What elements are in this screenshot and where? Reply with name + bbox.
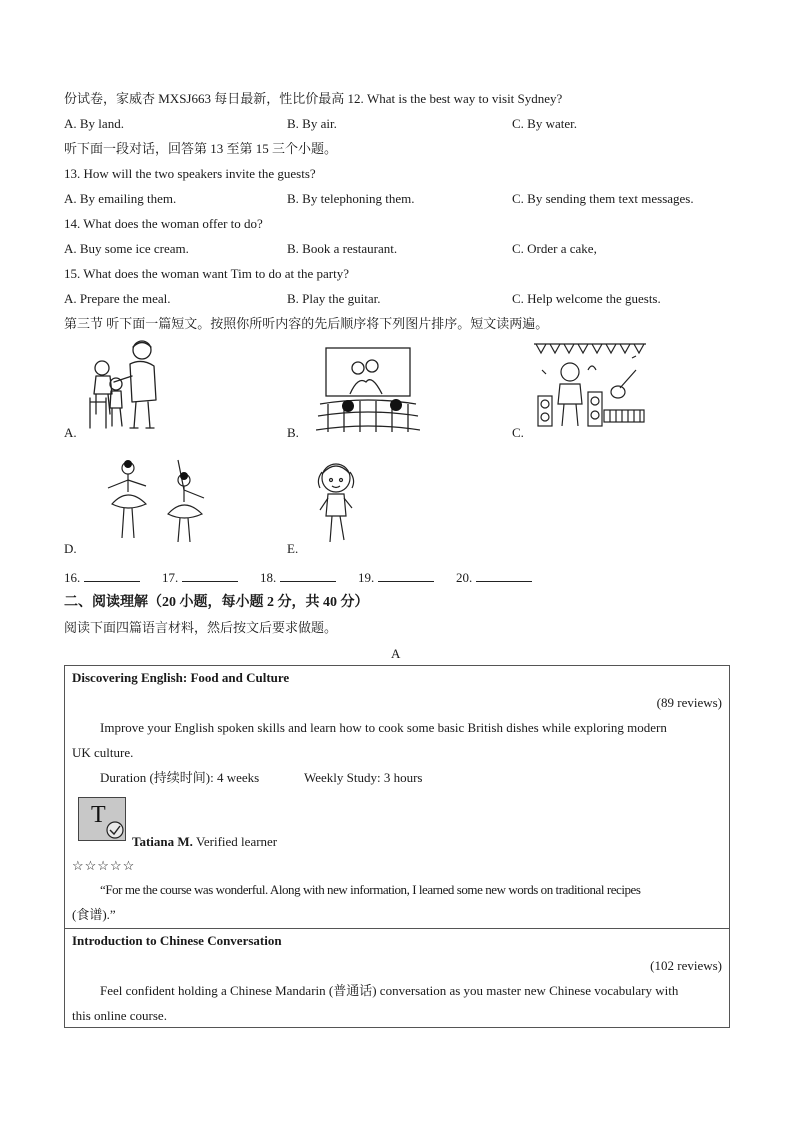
picture-d-ballet-dancers — [92, 456, 216, 548]
answer-blank-16[interactable] — [64, 569, 140, 587]
question-12: 份试卷，家威杏 MXSJ663 每日最新，性比价最高 12. What is the best way to visit Sydney? — [64, 91, 563, 106]
picture-e-label: E. — [287, 541, 299, 556]
picture-b-cinema — [316, 346, 420, 436]
blank-line — [476, 569, 532, 582]
reviewer-avatar — [78, 797, 126, 841]
reading-instruction: 阅读下面四篇语言材料，然后按文后要求做题。 — [64, 620, 338, 635]
picture-a-label: A. — [64, 425, 77, 440]
section3-instruction: 第三节 听下面一篇短文。按照你所听内容的先后顺序将下列图片排序。短文读两遍。 — [64, 316, 549, 331]
course-2-title: Introduction to Chinese Conversation — [72, 933, 282, 948]
course-1-duration: Duration (持续时间): 4 weeks — [100, 770, 260, 785]
question-15: 15. What does the woman want Tim to do at the party? — [64, 266, 349, 281]
picture-b-label: B. — [287, 425, 299, 440]
q12-option-c: C. By water. — [512, 116, 577, 131]
reviewer-name: Tatiana M. — [132, 834, 193, 849]
q15-option-b: B. Play the guitar. — [287, 291, 381, 306]
q12-option-a: A. By land. — [64, 116, 124, 131]
course-2-desc-line1: Feel confident holding a Chinese Mandarin (普通话) conversation as you master new Chinese vocabulary with — [100, 983, 679, 998]
reading-heading: 二、阅读理解（20 小题，每小题 2 分，共 40 分） — [64, 595, 369, 610]
question-14: 14. What does the woman offer to do? — [64, 216, 263, 231]
q13-option-c: C. By sending them text messages. — [512, 191, 694, 206]
review-quote-line1: “For me the course was wonderful. Along with new information, I learned some new words on traditional recipes — [100, 882, 641, 897]
dialogue-instruction: 听下面一段对话，回答第 13 至第 15 三个小题。 — [64, 141, 338, 156]
review-quote-line2: (食谱).” — [72, 907, 116, 922]
q15-option-c: C. Help welcome the guests. — [512, 291, 661, 306]
q14-option-b: B. Book a restaurant. — [287, 241, 398, 256]
blank-line — [84, 569, 140, 582]
blank-line — [182, 569, 238, 582]
course-1-desc-line1: Improve your English spoken skills and learn how to cook some basic British dishes while exploring modern — [100, 720, 667, 735]
answer-blank-20[interactable] — [456, 569, 532, 587]
picture-c-music-performance — [532, 340, 648, 434]
course-1-title: Discovering English: Food and Culture — [72, 670, 290, 685]
answer-number: 16. — [64, 570, 81, 585]
rating-stars: ☆☆☆☆☆ — [72, 858, 136, 873]
course-1-reviews: (89 reviews) — [656, 695, 722, 710]
answer-blank-17[interactable] — [162, 569, 238, 587]
q14-option-a: A. Buy some ice cream. — [64, 241, 189, 256]
answer-number: 20. — [456, 570, 473, 585]
answer-blank-18[interactable] — [260, 569, 336, 587]
blank-line — [280, 569, 336, 582]
q14-option-c: C. Order a cake, — [512, 241, 597, 256]
course-2-reviews: (102 reviews) — [650, 958, 722, 973]
course-1-weekly-study: Weekly Study: 3 hours — [304, 770, 423, 785]
q15-option-a: A. Prepare the meal. — [64, 291, 171, 306]
passage-label: A — [391, 646, 401, 661]
reviewer-line — [132, 833, 277, 851]
course-1-desc-line2: UK culture. — [72, 745, 134, 760]
q13-option-b: B. By telephoning them. — [287, 191, 415, 206]
course-2-desc-line2: this online course. — [72, 1008, 167, 1023]
answer-number: 19. — [358, 570, 375, 585]
picture-e-girl — [312, 456, 360, 550]
reviewer-status: Verified learner — [195, 834, 278, 849]
answer-number: 18. — [260, 570, 277, 585]
answer-number: 17. — [162, 570, 179, 585]
picture-c-label: C. — [512, 425, 524, 440]
verified-check-icon — [105, 820, 125, 840]
q12-option-b: B. By air. — [287, 116, 337, 131]
q13-option-a: A. By emailing them. — [64, 191, 177, 206]
picture-d-label: D. — [64, 541, 77, 556]
blank-line — [378, 569, 434, 582]
question-13: 13. How will the two speakers invite the guests? — [64, 166, 316, 181]
avatar-letter: T — [91, 802, 106, 828]
answer-blank-19[interactable] — [358, 569, 434, 587]
picture-a-teacher-children — [84, 336, 164, 436]
